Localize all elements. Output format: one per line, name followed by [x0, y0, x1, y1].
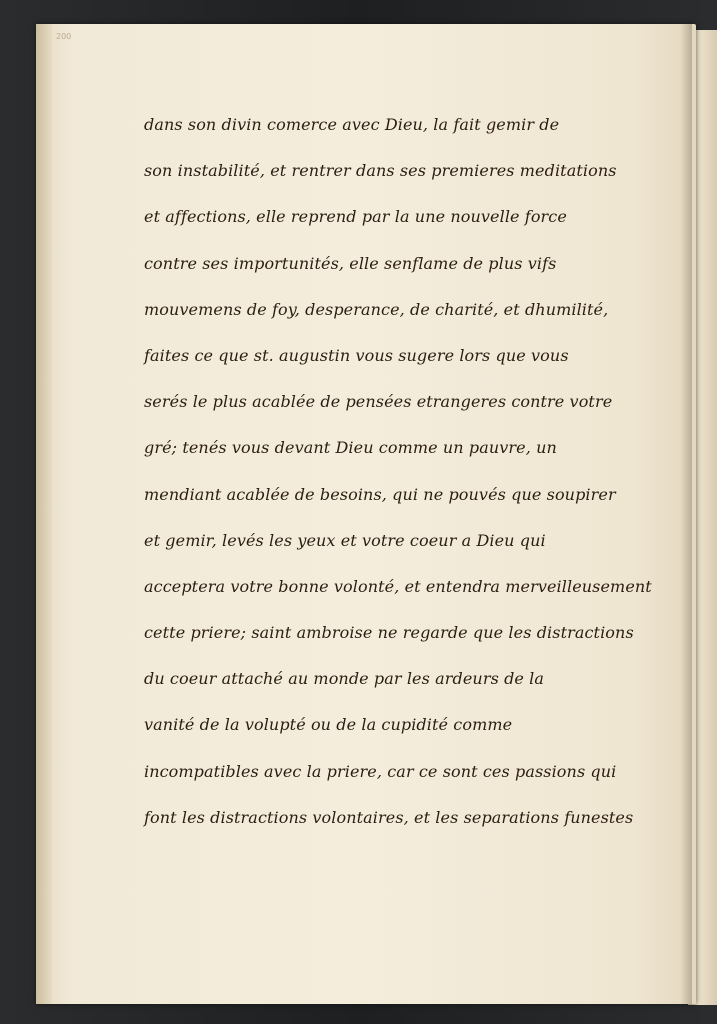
page-binding-edge [36, 24, 52, 1004]
text-line: du coeur attaché au monde par les ardeurs de la [144, 669, 545, 689]
text-line: acceptera votre bonne volonté, et entendra merveilleusement [144, 576, 652, 596]
text-line: mendiant acablée de besoins, qui ne pouvés que soupirer [144, 484, 616, 504]
text-line: serés le plus acablée de pensées etrangeres contre votre [144, 392, 613, 412]
folio-number: 200 [56, 32, 72, 41]
text-line: mouvemens de foy, desperance, de charité, et dhumilité, [144, 299, 609, 319]
text-line: incompatibles avec la priere, car ce sont ces passions qui [144, 761, 617, 781]
manuscript-text [144, 110, 680, 849]
text-line: faites ce que st. augustin vous sugere lors que vous [144, 345, 569, 365]
text-line: dans son divin comerce avec Dieu, la fait gemir de [144, 115, 560, 134]
text-line: cette priere; saint ambroise ne regarde que les distractions [144, 623, 634, 643]
text-line: font les distractions volontaires, et les separations funestes [144, 807, 634, 827]
text-line: vanité de la volupté ou de la cupidité comme [144, 715, 513, 735]
text-line: contre ses importunités, elle senflame de plus vifs [144, 253, 557, 273]
text-line: son instabilité, et rentrer dans ses premieres meditations [144, 161, 617, 181]
text-line: et gemir, levés les yeux et votre coeur a Dieu qui [144, 530, 546, 550]
text-line: et affections, elle reprend par la une nouvelle force [144, 207, 567, 227]
gutter-shadow [680, 24, 692, 1004]
text-line: gré; tenés vous devant Dieu comme un pauvre, un [144, 438, 557, 458]
